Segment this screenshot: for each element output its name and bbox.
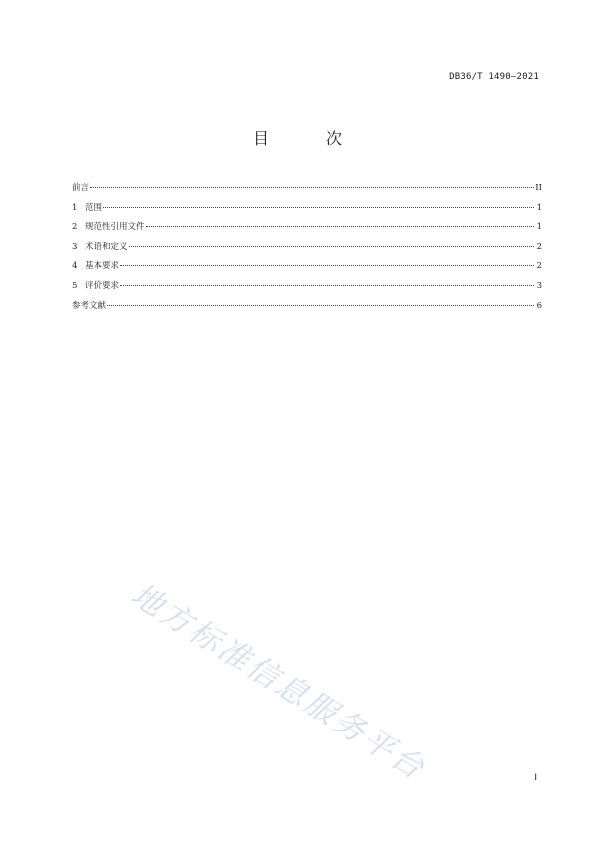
- toc-leader-dots: [129, 246, 534, 247]
- toc-entry-evaluation-requirements[interactable]: [72, 279, 542, 299]
- page-number: I: [534, 773, 537, 783]
- toc-leader-dots: [146, 226, 534, 227]
- toc-label: 术语和定义: [85, 241, 128, 252]
- toc-label: 前言: [72, 183, 90, 193]
- toc-leader-dots: [120, 265, 534, 266]
- toc-entry-normative-references[interactable]: [72, 220, 542, 240]
- toc-section-number: 1: [72, 202, 78, 213]
- toc-leader-dots: [107, 305, 534, 306]
- toc-page-number: 6: [536, 300, 542, 311]
- toc-label: 基本要求: [85, 261, 120, 272]
- table-of-contents: [72, 181, 542, 318]
- toc-section-number: 3: [72, 241, 78, 252]
- toc-section-number: 5: [72, 280, 78, 291]
- toc-leader-dots: [120, 285, 534, 286]
- toc-entry-terms-definitions[interactable]: [72, 240, 542, 260]
- toc-entry-basic-requirements[interactable]: [72, 259, 542, 279]
- toc-label: 参考文献: [72, 300, 107, 311]
- toc-page-number: 2: [536, 241, 542, 252]
- toc-page-number: II: [535, 183, 542, 193]
- page-title: 目 次: [252, 129, 369, 148]
- toc-entry-bibliography[interactable]: [72, 299, 542, 319]
- toc-page-number: 2: [536, 261, 542, 272]
- toc-label: 规范性引用文件: [85, 222, 145, 233]
- standard-code: DB36/T 1490—2021: [449, 72, 539, 82]
- toc-page-number: 1: [536, 202, 542, 213]
- toc-section-number: 4: [72, 261, 78, 272]
- toc-leader-dots: [90, 187, 534, 188]
- toc-leader-dots: [103, 207, 534, 208]
- toc-label: 范围: [85, 202, 103, 213]
- toc-page-number: 3: [536, 280, 542, 291]
- toc-page-number: 1: [536, 222, 542, 233]
- watermark: 地方标准信息服务平台: [124, 576, 433, 788]
- toc-section-number: 2: [72, 222, 78, 233]
- toc-entry-preface[interactable]: [72, 181, 542, 201]
- toc-label: 评价要求: [85, 280, 120, 291]
- toc-entry-scope[interactable]: [72, 201, 542, 221]
